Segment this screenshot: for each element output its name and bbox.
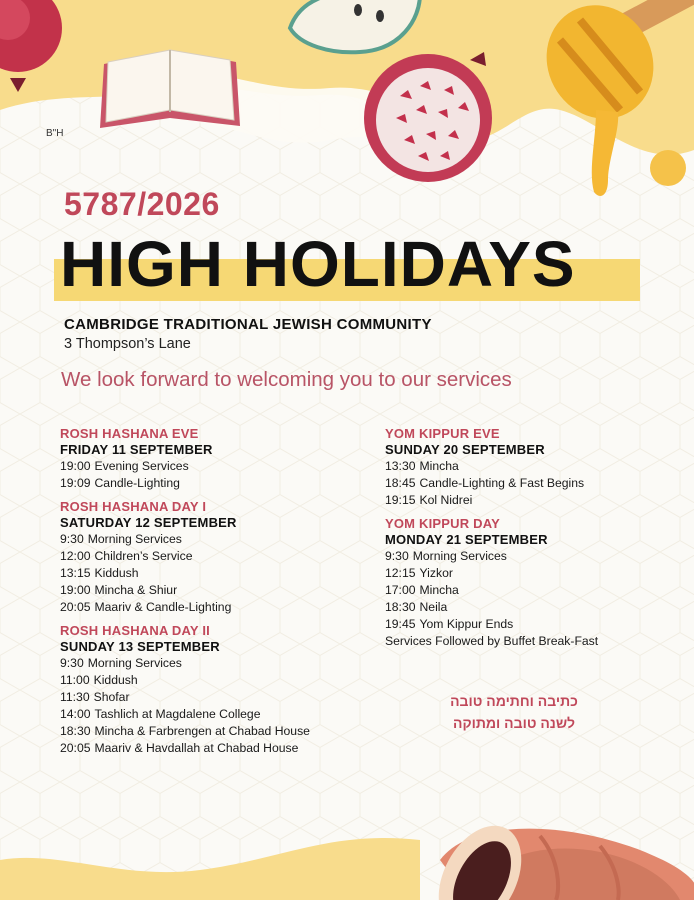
item-time: 9:30 xyxy=(60,656,84,670)
section-date: FRIDAY 11 SEPTEMBER xyxy=(60,442,213,457)
schedule-item xyxy=(60,723,370,740)
hebrew-greeting xyxy=(414,690,614,734)
schedule-left-column xyxy=(60,426,370,764)
schedule-item xyxy=(385,565,685,582)
section-date: SATURDAY 12 SEPTEMBER xyxy=(60,515,237,530)
item-label: Kiddush xyxy=(94,566,139,580)
section-date: SUNDAY 20 SEPTEMBER xyxy=(385,442,545,457)
schedule-item xyxy=(60,689,370,706)
greeting-line-1: כתיבה וחתימה טובה xyxy=(450,693,578,709)
schedule-item xyxy=(60,582,370,599)
item-time: 13:15 xyxy=(60,566,91,580)
book-icon xyxy=(100,50,240,128)
organization-name: CAMBRIDGE TRADITIONAL JEWISH COMMUNITY xyxy=(64,316,432,333)
item-label: Candle-Lighting xyxy=(94,476,180,490)
schedule-item xyxy=(60,655,370,672)
item-time: 19:00 xyxy=(60,459,91,473)
schedule-item xyxy=(60,458,370,475)
item-label: Candle-Lighting & Fast Begins xyxy=(419,476,585,490)
schedule-item xyxy=(385,548,685,565)
item-label: Shofar xyxy=(93,690,130,704)
section-yom-kippur-day xyxy=(385,516,685,650)
year-heading: 5787/2026 xyxy=(64,186,220,222)
item-label: Mincha xyxy=(419,583,459,597)
item-time: 14:00 xyxy=(60,707,91,721)
item-time: 18:30 xyxy=(385,600,416,614)
schedule-item xyxy=(60,475,370,492)
bh-mark: B"H xyxy=(46,128,64,139)
page-title: HIGH HOLIDAYS xyxy=(60,228,576,300)
item-time: 12:00 xyxy=(60,549,91,563)
section-rosh-hashana-day-1 xyxy=(60,499,370,616)
item-time: 11:30 xyxy=(60,690,90,704)
schedule-item xyxy=(60,740,370,757)
item-time: 19:09 xyxy=(60,476,91,490)
item-time: 19:45 xyxy=(385,617,416,631)
section-date: SUNDAY 13 SEPTEMBER xyxy=(60,639,220,654)
item-label: Mincha & Farbrengen at Chabad House xyxy=(94,724,310,738)
item-time: 20:05 xyxy=(60,741,91,755)
item-label: Children’s Service xyxy=(94,549,193,563)
schedule-item xyxy=(60,706,370,723)
section-heading: ROSH HASHANA EVE xyxy=(60,426,199,441)
item-time: 18:30 xyxy=(60,724,91,738)
item-label: Yizkor xyxy=(419,566,453,580)
item-label: Mincha & Shiur xyxy=(94,583,178,597)
section-heading: YOM KIPPUR EVE xyxy=(385,426,500,441)
item-label: Morning Services xyxy=(87,532,182,546)
item-label: Maariv & Candle-Lighting xyxy=(94,600,232,614)
item-time: 19:15 xyxy=(385,493,416,507)
item-time: 12:15 xyxy=(385,566,416,580)
schedule-item xyxy=(385,582,685,599)
section-heading: YOM KIPPUR DAY xyxy=(385,516,501,531)
schedule-item xyxy=(60,548,370,565)
section-yom-kippur-eve xyxy=(385,426,685,509)
section-rosh-hashana-eve xyxy=(60,426,370,492)
schedule-item xyxy=(385,616,685,633)
schedule-item xyxy=(385,475,685,492)
schedule-item xyxy=(385,458,685,475)
item-time: 17:00 xyxy=(385,583,416,597)
welcome-message: We look forward to welcoming you to our services xyxy=(61,368,512,391)
item-time: 9:30 xyxy=(385,549,409,563)
item-label: Tashlich at Magdalene College xyxy=(94,707,261,721)
item-label: Evening Services xyxy=(94,459,189,473)
greeting-line-2: לשנה טובה ומתוקה xyxy=(453,715,575,731)
item-time: 20:05 xyxy=(60,600,91,614)
item-label: Morning Services xyxy=(412,549,507,563)
item-time: 19:00 xyxy=(60,583,91,597)
item-label: Mincha xyxy=(419,459,459,473)
item-label: Yom Kippur Ends xyxy=(419,617,514,631)
item-time: 11:00 xyxy=(60,673,90,687)
item-label: Kol Nidrei xyxy=(419,493,473,507)
schedule-item xyxy=(60,672,370,689)
schedule-item xyxy=(385,599,685,616)
item-label: Morning Services xyxy=(87,656,182,670)
schedule-item xyxy=(60,565,370,582)
schedule-item xyxy=(385,492,685,509)
schedule-right-column xyxy=(385,426,685,657)
item-label: Services Followed by Buffet Break-Fast xyxy=(385,634,599,648)
schedule-item xyxy=(385,633,685,650)
item-time: 13:30 xyxy=(385,459,416,473)
section-heading: ROSH HASHANA DAY II xyxy=(60,623,210,638)
section-rosh-hashana-day-2 xyxy=(60,623,370,757)
section-date: MONDAY 21 SEPTEMBER xyxy=(385,532,548,547)
item-label: Neila xyxy=(419,600,448,614)
organization-address: 3 Thompson’s Lane xyxy=(64,336,191,352)
item-time: 18:45 xyxy=(385,476,416,490)
section-heading: ROSH HASHANA DAY I xyxy=(60,499,207,514)
item-time: 9:30 xyxy=(60,532,84,546)
item-label: Maariv & Havdallah at Chabad House xyxy=(94,741,299,755)
schedule-item xyxy=(60,531,370,548)
schedule-item xyxy=(60,599,370,616)
item-label: Kiddush xyxy=(93,673,138,687)
